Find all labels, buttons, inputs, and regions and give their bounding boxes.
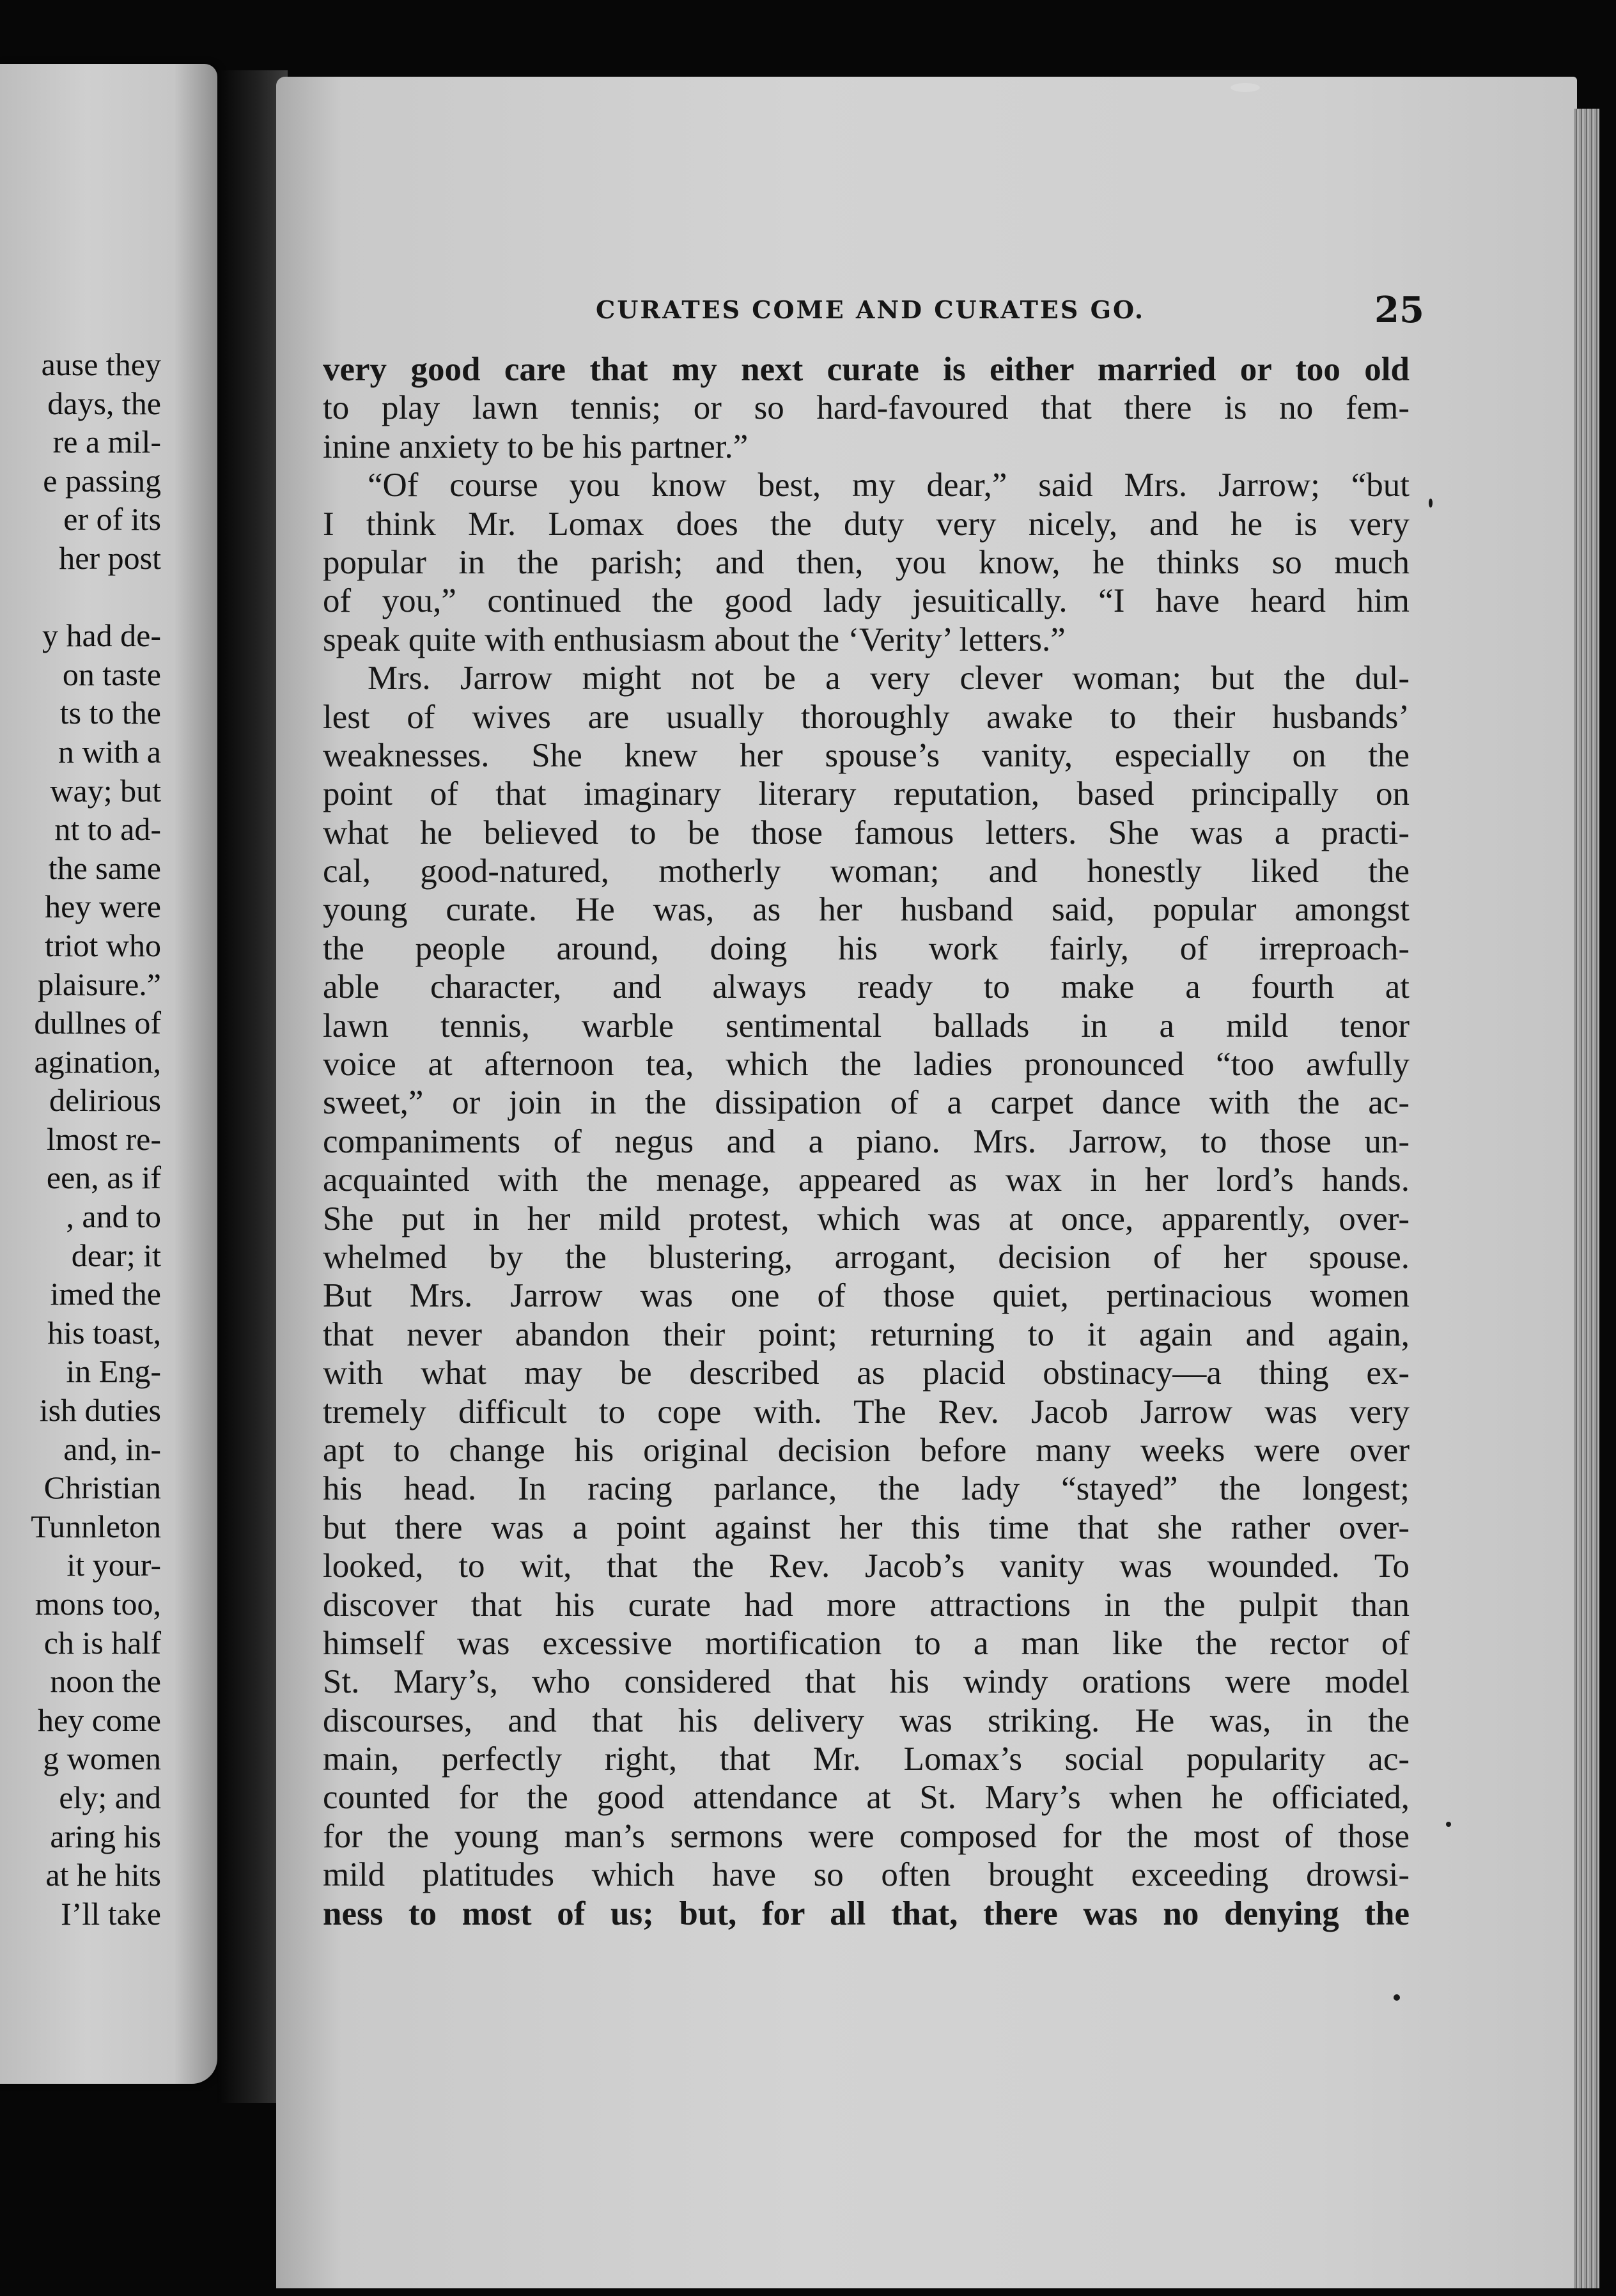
text-line: with what may be described as placid obstinacy—a thing ex-	[323, 1354, 1410, 1392]
scan-speck	[1231, 83, 1260, 92]
facing-page-line: ely; and	[59, 1779, 161, 1815]
text-line: lest of wives are usually thoroughly awake to their husbands’	[323, 698, 1410, 736]
facing-page-line: y had de-	[42, 617, 161, 654]
facing-page-line: e passing	[43, 462, 161, 499]
facing-page-line: way; but	[50, 772, 161, 809]
facing-page-line: plaisure.”	[38, 966, 161, 1002]
facing-page	[0, 64, 217, 2084]
body-text	[323, 350, 1410, 1933]
text-line: weaknesses. She knew her spouse’s vanity, especially on the	[323, 736, 1410, 774]
text-line: mild platitudes which have so often brought exceeding drowsi-	[323, 1856, 1410, 1894]
facing-page-line: I’ll take	[61, 1895, 161, 1932]
facing-page-line: ish duties	[39, 1392, 161, 1429]
text-line: himself was excessive mortification to a man like the rector of	[323, 1624, 1410, 1662]
text-line: but there was a point against her this time that she rather over-	[323, 1509, 1410, 1546]
text-line: main, perfectly right, that Mr. Lomax’s social popularity ac-	[323, 1741, 1410, 1778]
facing-page-line: n with a	[58, 733, 161, 770]
facing-page-line: dullnes of	[34, 1005, 161, 1041]
facing-page-line: ts to the	[59, 695, 161, 731]
text-line: St. Mary’s, who considered that his windy orations were model	[323, 1663, 1410, 1701]
facing-page-line: his toast,	[47, 1314, 161, 1351]
running-head: CURATES COME AND CURATES GO.	[596, 295, 1146, 324]
facing-page-line: it your-	[66, 1547, 161, 1583]
facing-page-line: the same	[48, 849, 161, 886]
facing-page-line: g women	[43, 1741, 161, 1777]
scan-speck	[1446, 1822, 1451, 1827]
scan-speck	[1429, 499, 1433, 508]
text-line: apt to change his original decision before many weeks were over	[323, 1431, 1410, 1469]
facing-page-line: her post	[59, 539, 161, 576]
text-line: I think Mr. Lomax does the duty very nicely, and he is very	[323, 505, 1410, 543]
text-line: ness to most of us; but, for all that, there was no denying the	[323, 1895, 1410, 1932]
facing-page-line: days, the	[47, 385, 161, 421]
facing-page-line: Tunnleton	[31, 1508, 161, 1544]
facing-page-line: noon the	[50, 1663, 161, 1700]
text-line: counted for the good attendance at St. Mary’s when he officiated,	[323, 1779, 1410, 1817]
facing-page-line: ause they	[41, 346, 161, 382]
facing-page-line: at he hits	[45, 1857, 161, 1893]
scan-speck	[1394, 1994, 1400, 2001]
facing-page-line: nt to ad-	[54, 811, 161, 848]
facing-page-line: Christian	[43, 1470, 161, 1506]
text-line: discourses, and that his delivery was striking. He was, in the	[323, 1702, 1410, 1739]
text-line: that never abandon their point; returning to it again and again,	[323, 1315, 1410, 1353]
facing-page-line: delirious	[49, 1082, 161, 1119]
text-line: able character, and always ready to make a fourth at	[323, 968, 1410, 1006]
text-line: of you,” continued the good lady jesuitically. “I have heard him	[323, 582, 1410, 620]
text-line: cal, good-natured, motherly woman; and honestly liked the	[323, 853, 1410, 890]
facing-page-line: dear; it	[71, 1237, 161, 1273]
text-line: acquainted with the menage, appeared as wax in her lord’s hands.	[323, 1161, 1410, 1199]
facing-page-line: and, in-	[63, 1431, 161, 1467]
facing-page-line: re a mil-	[52, 424, 161, 460]
facing-page-line: , and to	[66, 1198, 161, 1235]
text-line: to play lawn tennis; or so hard-favoured that there is no fem-	[323, 389, 1410, 427]
text-line: very good care that my next curate is either married or too old	[323, 351, 1410, 388]
text-line: for the young man’s sermons were composed for the most of those	[323, 1817, 1410, 1855]
text-line: discover that his curate had more attractions in the pulpit than	[323, 1586, 1410, 1624]
text-line: But Mrs. Jarrow was one of those quiet, pertinacious women	[323, 1277, 1410, 1315]
text-line: the people around, doing his work fairly, of irreproach-	[323, 929, 1410, 967]
text-line: popular in the parish; and then, you know, he thinks so much	[323, 543, 1410, 581]
facing-page-line: een, as if	[46, 1160, 161, 1196]
facing-page-line: aring his	[50, 1818, 161, 1854]
facing-page-line: er of its	[63, 501, 161, 538]
facing-page-line: triot who	[45, 927, 161, 963]
facing-page-line: lmost re-	[46, 1121, 161, 1157]
text-line: “Of course you know best, my dear,” said Mrs. Jarrow; “but	[368, 467, 1410, 504]
text-line: what he believed to be those famous letters. She was a practi-	[323, 814, 1410, 851]
facing-page-line: hey were	[45, 888, 161, 925]
page-number: 25	[1374, 289, 1424, 331]
facing-page-line: mons too,	[35, 1586, 161, 1622]
facing-page-line: hey come	[38, 1702, 161, 1738]
text-line: inine anxiety to be his partner.”	[323, 428, 749, 465]
page-edges	[1574, 109, 1599, 2288]
text-line: young curate. He was, as her husband said, popular amongst	[323, 891, 1410, 929]
text-line: tremely difficult to cope with. The Rev. Jacob Jarrow was very	[323, 1393, 1410, 1431]
text-line: voice at afternoon tea, which the ladies pronounced “too awfully	[323, 1046, 1410, 1083]
text-line: speak quite with enthusiasm about the ‘Verity’ letters.”	[323, 621, 1066, 658]
text-line: whelmed by the blustering, arrogant, decision of her spouse.	[323, 1238, 1410, 1276]
facing-page-line: ch is half	[43, 1624, 161, 1661]
facing-page-line: on taste	[62, 656, 161, 692]
text-line: companiments of negus and a piano. Mrs. Jarrow, to those un-	[323, 1122, 1410, 1160]
text-line: Mrs. Jarrow might not be a very clever woman; but the dul-	[368, 660, 1410, 697]
text-line: lawn tennis, warble sentimental ballads in a mild tenor	[323, 1007, 1410, 1044]
facing-page-text	[0, 345, 161, 1933]
text-line: She put in her mild protest, which was at once, apparently, over-	[323, 1200, 1410, 1237]
facing-page-line: agination,	[34, 1043, 161, 1080]
text-line: his head. In racing parlance, the lady “stayed” the longest;	[323, 1470, 1410, 1508]
text-line: looked, to wit, that the Rev. Jacob’s vanity was wounded. To	[323, 1547, 1410, 1585]
facing-page-line	[0, 578, 161, 617]
text-line: point of that imaginary literary reputation, based principally on	[323, 775, 1410, 813]
text-line: sweet,” or join in the dissipation of a carpet dance with the ac-	[323, 1084, 1410, 1122]
facing-page-line: imed the	[50, 1276, 161, 1312]
facing-page-line: in Eng-	[66, 1353, 161, 1390]
